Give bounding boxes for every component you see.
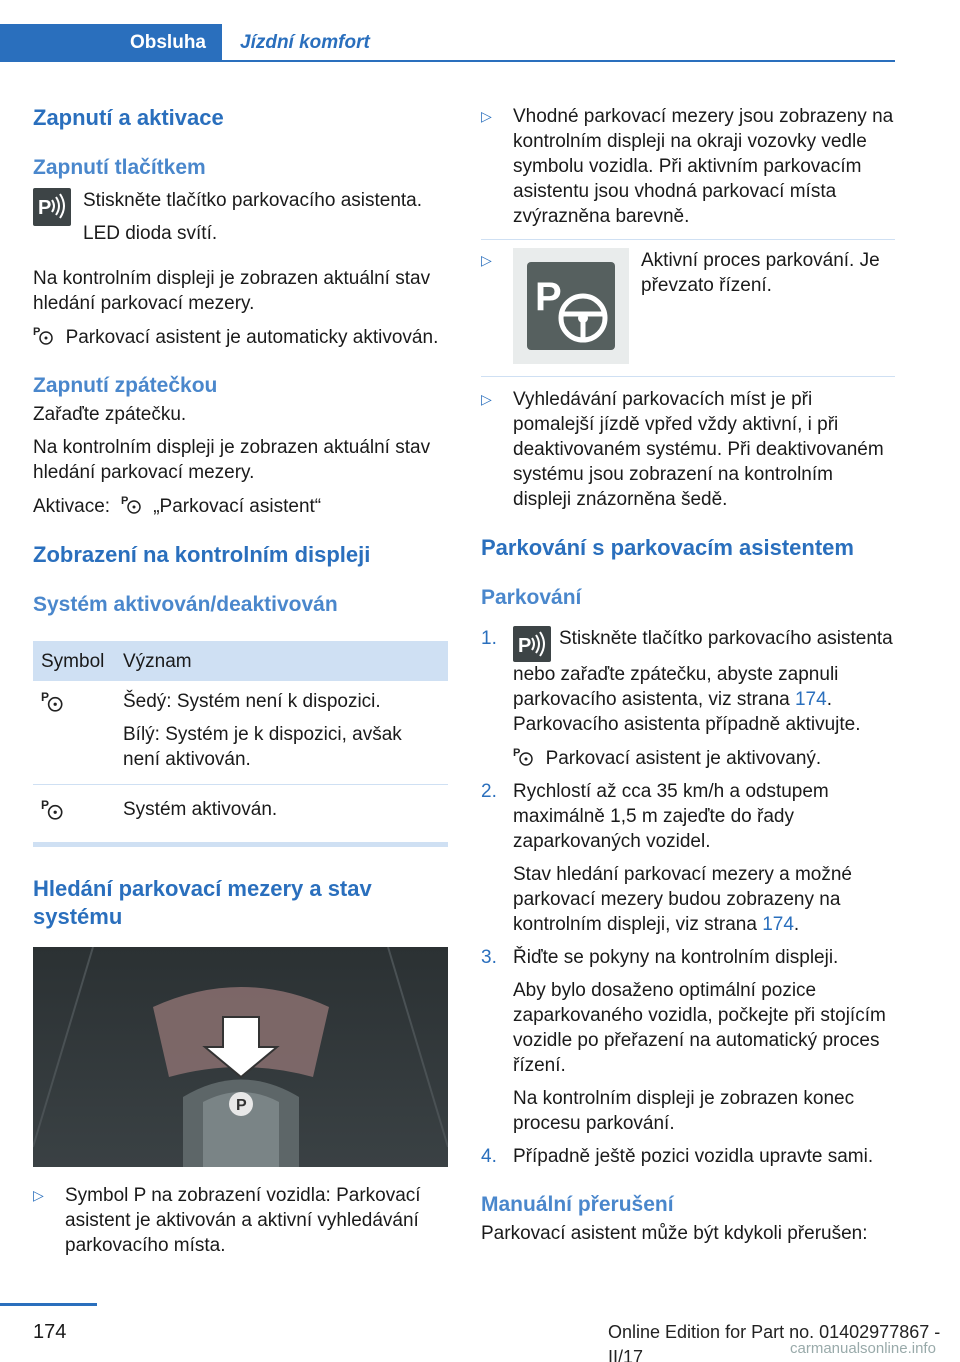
heading-parking: Parkování s parkovacím asistentem — [481, 535, 854, 560]
right-column — [481, 100, 895, 1246]
divider — [481, 239, 895, 240]
bullet-marker: ▷ — [481, 391, 492, 407]
display-status-text-2: Na kontrolním displeji je zobrazen aktuální stav hledání parkovací mezery. — [33, 437, 431, 483]
page-number: 174 — [33, 1321, 67, 1343]
car-display-illustration — [33, 947, 448, 1167]
divider — [481, 376, 895, 377]
step-number: 2. — [481, 781, 497, 802]
svg-text:P: P — [41, 690, 50, 704]
step-2: 2. Rychlostí až cca 35 km/h a odstupem maximálně 1,5 m zajeďte do řady zaparkovaných vozidel. Stav hledání parkovací mezery a možné parkovací mezery budou zobrazeny na kontrolním displeji, viz strana 174. — [481, 781, 853, 935]
page-link[interactable]: 174 — [794, 689, 827, 710]
display-status-text: Na kontrolním displeji je zobrazen aktuální stav hledání parkovací mezery. — [33, 268, 431, 314]
row2-active: Systém aktivován. — [123, 799, 278, 820]
heading-reverse: Zapnutí zpátečkou — [33, 374, 218, 397]
park-assist-active-icon — [41, 797, 65, 821]
heading-button: Zapnutí tlačítkem — [33, 156, 206, 179]
heading-search: Hledání parkovací mezery a stav systému — [33, 876, 372, 929]
col-meaning: Význam — [115, 641, 448, 681]
heading-system: Systém aktivován/deaktivován — [33, 593, 338, 616]
step-4: 4. Případně ještě pozici vozidla upravte sami. — [481, 1146, 874, 1167]
list-item: ▷ Vhodné parkovací mezery jsou zobrazeny na kontrolním displeji na okraji vozovky vedle symbolu vozidla. Při aktivním parkovacím asistentu jsou vhodná parkovací místa zvýrazněna barevně. — [481, 106, 894, 227]
heading-enable: Zapnutí a aktivace — [33, 105, 224, 130]
button-instruction — [33, 188, 448, 246]
svg-text:P: P — [236, 1097, 247, 1114]
activation-text: Aktivace: P „Parkovací asistent“ — [33, 495, 322, 517]
park-assist-symbol-icon — [121, 493, 143, 515]
park-assist-symbol-icon — [513, 745, 535, 767]
svg-text:P: P — [535, 275, 562, 319]
svg-text:P: P — [513, 747, 521, 759]
row1-white: Bílý: Systém je k dispozici, avšak není aktivován. — [123, 724, 402, 770]
list-item: ▷ P Aktivní proces parkování. Je převzato řízení. — [481, 248, 895, 364]
step-1-sub: P Parkovací asistent je aktivovaný. — [513, 747, 822, 769]
bullet-marker: ▷ — [33, 1187, 44, 1203]
step-1: 1. P Stiskněte tlačítko parkovacího asistenta nebo zařaďte zpátečku, abyste zapnuli parkovacího asistenta, viz strana 174. Parkovacího asistenta případně aktivujte. P Parkovací asistent je aktivovaný. — [481, 626, 895, 771]
footer-rule — [0, 1303, 97, 1306]
left-column — [33, 100, 448, 1258]
step-number: 4. — [481, 1146, 497, 1167]
table-bottom-rule — [33, 842, 448, 847]
heading-park: Parkování — [481, 586, 582, 609]
svg-text:P: P — [41, 798, 50, 812]
svg-text:P: P — [38, 197, 52, 219]
svg-text:P: P — [33, 326, 41, 338]
header-rule — [0, 60, 895, 62]
svg-text:P: P — [120, 495, 128, 507]
edition-text: Online Edition for Part no. 01402977867 - II/17 — [608, 1322, 941, 1362]
tab-jizdni-komfort[interactable]: Jízdní komfort — [240, 32, 370, 53]
watermark: carmanualsonline.info — [790, 1340, 936, 1357]
col-symbol: Symbol — [33, 641, 115, 681]
list-item: ▷ Vyhledávání parkovacích míst je při pomalejší jízdě vpřed vždy aktivní, i při deaktivovaném systému. Při deaktivovaném systému jsou zobrazení na kontrolním displeji znázorněna šedě. — [481, 389, 884, 510]
symbol-table — [33, 641, 448, 842]
step-number: 1. — [481, 628, 497, 649]
heading-display: Zobrazení na kontrolním displeji — [33, 542, 371, 567]
page-link[interactable]: 174 — [762, 914, 794, 935]
active-parking-icon — [513, 248, 629, 364]
row1-grey: Šedý: Systém není k dispozici. — [123, 691, 381, 712]
tab-obsluha[interactable]: Obsluha — [0, 24, 222, 62]
park-assist-button-icon — [513, 626, 551, 662]
park-assist-symbol-icon — [33, 324, 55, 346]
bullet-marker: ▷ — [481, 108, 492, 124]
bullet-marker: ▷ — [481, 252, 492, 268]
step-number: 3. — [481, 947, 497, 968]
park-assist-symbol-icon — [41, 689, 65, 713]
list-item: ▷ Symbol P na zobrazení vozidla: Parkovací asistent je aktivován a aktivní vyhledávání parkovacího místa. — [33, 1185, 421, 1256]
button-instruction-text: Stiskněte tlačítko parkovacího asistenta. — [83, 190, 423, 211]
table-row — [33, 785, 448, 843]
manual-text: Parkovací asistent může být kdykoli přerušen: — [481, 1223, 868, 1244]
table-row — [33, 681, 448, 785]
park-assist-button-icon — [33, 188, 71, 226]
auto-activation-text: P Parkovací asistent je automaticky aktivován. — [33, 326, 439, 348]
heading-manual: Manuální přerušení — [481, 1193, 674, 1216]
reverse-text: Zařaďte zpátečku. — [33, 404, 187, 425]
step-3: 3. Řiďte se pokyny na kontrolním displeji. Aby bylo dosaženo optimální pozice zaparkovaného vozidla, počkejte při stojícím vozidle po přeřazení na automatický proces řízení. Na kontrolním displeji je zobrazen konec procesu parkování. — [481, 947, 886, 1134]
led-text: LED dioda svítí. — [83, 223, 218, 244]
svg-text:P: P — [518, 635, 532, 657]
